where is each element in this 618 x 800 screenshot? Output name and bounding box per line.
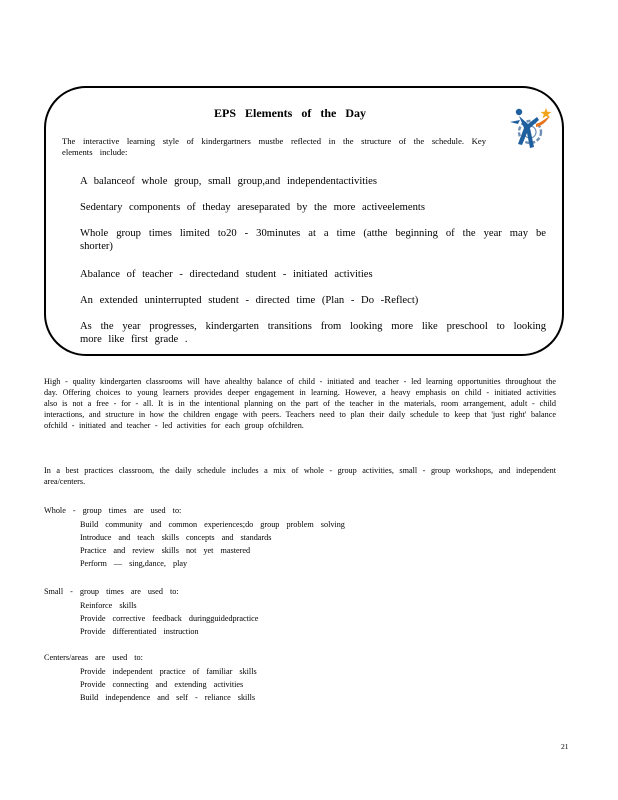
key-element-item: Abalance of teacher - directedand student - initiated activities [80, 269, 373, 280]
list-item: Provide independent practice of familiar skills [80, 667, 257, 676]
list-item: Practice and review skills not yet mastered [80, 546, 251, 555]
body-paragraph: High - quality kindergarten classrooms will have ahealthy balance of child - initiated and teacher - led learning opportunities throughout the day. Offering choices to young learners provides deeper engagement in learning. However, a heavy emphasis on child - initiated activities also is not a free - for - all. It is in the intentional planning on the part of the teacher in the materials, room arrangement, adult - child interactions, and structure in how the children engage with peers. Teachers need to plan their daily schedule to keep that 'just right' balance ofchild - initiated and teacher - led activities for each group ofchildren. [44, 377, 556, 430]
key-elements-box [44, 86, 564, 356]
list-item: Perform — sing,dance, play [80, 559, 188, 568]
list-item: Build independence and self - reliance skills [80, 693, 256, 702]
list-item: Build community and common experiences;do group problem solving [80, 520, 345, 529]
key-element-item: As the year progresses, kindergarten transitions from looking more like preschool to looking more like first grade . [80, 321, 546, 345]
body-paragraph: In a best practices classroom, the daily schedule includes a mix of whole - group activities, small - group workshops, and independent area/centers. [44, 466, 556, 486]
list-item: Reinforce skills [80, 601, 137, 610]
centers-heading: Centers/areas are used to: [44, 653, 143, 662]
small-group-heading: Small - group times are used to: [44, 587, 179, 596]
whole-group-heading: Whole - group times are used to: [44, 506, 182, 515]
box-title: EPS Elements of the Day [214, 106, 366, 120]
list-item: Provide differentiated instruction [80, 627, 199, 636]
key-element-item: An extended uninterrupted student - directed time (Plan - Do -Reflect) [80, 295, 419, 306]
key-element-item: A balanceof whole group, small group,and independentactivities [80, 176, 378, 187]
list-item: Introduce and teach skills concepts and standards [80, 533, 272, 542]
key-element-item: Sedentary components of theday areseparated by the more activeelements [80, 202, 425, 213]
list-item: Provide connecting and extending activities [80, 680, 244, 689]
eps-figure-logo-icon [506, 104, 552, 156]
key-element-item: Whole group times limited to20 - 30minutes at a time (atthe beginning of the year may be shorter) [80, 228, 546, 252]
page-number: 21 [561, 742, 569, 751]
list-item: Provide corrective feedback duringguidedpractice [80, 614, 259, 623]
box-intro: The interactive learning style of kindergartners mustbe reflected in the structure of the schedule. Key elements include: [62, 136, 486, 157]
